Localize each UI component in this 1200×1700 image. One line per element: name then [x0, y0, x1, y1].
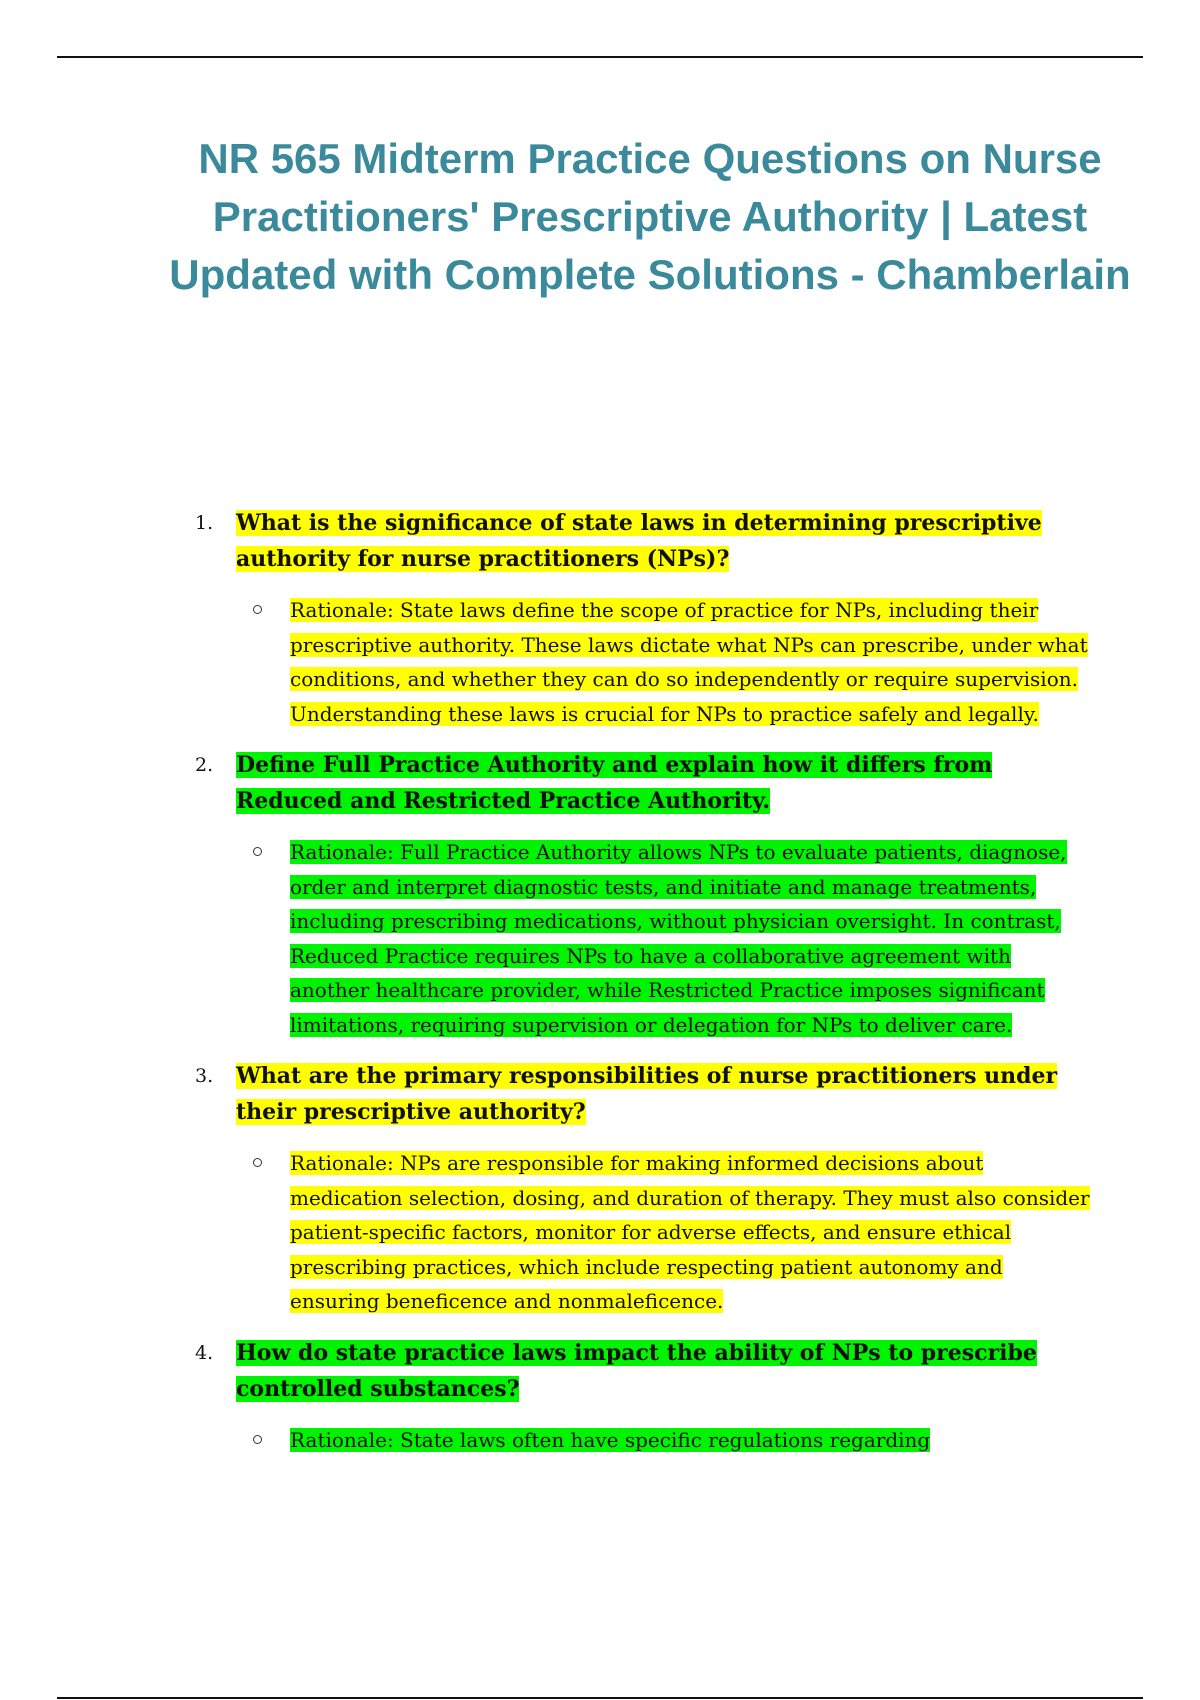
circle-bullet-icon: [253, 1158, 262, 1167]
bottom-rule: [57, 1697, 1143, 1699]
question: [195, 1335, 1095, 1407]
question-text: What are the primary responsibilities of nurse practitioners under their prescriptive authority?: [236, 1063, 1058, 1125]
question-number: 3.: [195, 1065, 214, 1087]
circle-bullet-icon: [253, 1435, 262, 1444]
circle-bullet-icon: [253, 605, 262, 614]
rationale: [195, 1423, 1095, 1458]
document-title: [120, 130, 1180, 304]
title-line-3: Updated with Complete Solutions - Chamberlain: [169, 251, 1131, 298]
top-rule: [57, 56, 1143, 58]
question-list: [195, 505, 1095, 1457]
question-number: 4.: [195, 1341, 214, 1364]
question: [195, 1058, 1095, 1130]
circle-bullet-icon: [253, 847, 262, 856]
question-text: How do state practice laws impact the ability of NPs to prescribe controlled substances?: [236, 1339, 1037, 1402]
question-number: 1.: [195, 512, 214, 534]
rationale-text: Rationale: State laws often have specific regulations regarding: [290, 1427, 931, 1452]
rationale-text: Rationale: Full Practice Authority allows NPs to evaluate patients, diagnose, order and interpret diagnostic tests, and initiate and manage treatments, including prescribing medications, without physician oversight. In contrast, Reduced Practice requires NPs to have a collaborative agreement with another healthcare provider, while Restricted Practice imposes significant limitations, requiring supervision or delegation for NPs to deliver care.: [290, 840, 1067, 1037]
question-text: Define Full Practice Authority and explain how it differs from Reduced and Restricted Practice Authority.: [236, 752, 993, 814]
rationale: [195, 835, 1095, 1042]
title-line-2: Practitioners' Prescriptive Authority | Latest: [212, 193, 1088, 240]
question-number: 2.: [195, 754, 214, 776]
rationale-text: Rationale: State laws define the scope of practice for NPs, including their prescriptive authority. These laws dictate what NPs can prescribe, under what conditions, and whether they can do so independently or require supervision. Understanding these laws is crucial for NPs to practice safely and legally.: [290, 598, 1088, 726]
list-item: [195, 1058, 1095, 1319]
rationale-text: Rationale: NPs are responsible for making informed decisions about medication selection, dosing, and duration of therapy. They must also consider patient-specific factors, monitor for adverse effects, and ensure ethical prescribing practices, which include respecting patient autonomy and ensuring beneficence and nonmaleficence.: [290, 1151, 1090, 1313]
question-text: What is the significance of state laws in determining prescriptive authority for nurse practitioners (NPs)?: [236, 510, 1042, 572]
list-item: [195, 1335, 1095, 1458]
question: [195, 747, 1095, 819]
rationale: [195, 593, 1095, 731]
rationale: [195, 1146, 1095, 1319]
question: [195, 505, 1095, 577]
list-item: [195, 505, 1095, 731]
list-item: [195, 747, 1095, 1042]
title-line-1: NR 565 Midterm Practice Questions on Nurse: [198, 135, 1102, 182]
